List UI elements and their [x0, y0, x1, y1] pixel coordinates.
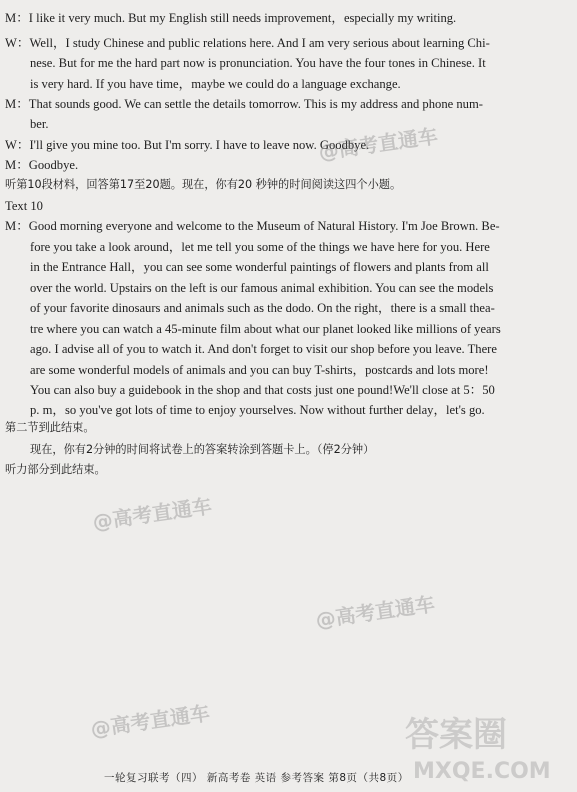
logo-url: MXQE.COM: [413, 759, 551, 784]
dialogue-line: ber.: [30, 117, 49, 131]
page-footer: 一轮复习联考（四） 新高考卷 英语 参考答案 第8页（共8页）: [104, 772, 409, 784]
dialogue-line: W：Well，I study Chinese and public relations here. And I am very serious about learning Chi-: [5, 36, 490, 50]
monologue-line: p. m，so you've got lots of time to enjoy yourselves. Now without further delay，let's go.: [30, 403, 485, 417]
watermark: @高考直通车: [317, 123, 440, 165]
monologue-line: over the world. Upstairs on the left is our famous animal exhibition. You can see the models: [30, 281, 494, 295]
dialogue-line: M：Goodbye.: [5, 158, 79, 172]
monologue-line: fore you take a look around，let me tell you some of the things we have here for you. Here: [30, 240, 490, 254]
dialogue-line: nese. But for me the hard part now is pronunciation. You have the four tones in Chinese. It: [30, 56, 486, 70]
monologue-line: You can also buy a guidebook in the shop and that costs just one pound!We'll close at 5：50: [30, 383, 495, 397]
watermark: @高考直通车: [314, 591, 437, 633]
instruction-line: 现在，你有2分钟的时间将试卷上的答案转涂到答题卡上。（停2分钟）: [30, 443, 375, 456]
dialogue-line: M：That sounds good. We can settle the details tomorrow. This is my address and phone num-: [5, 97, 483, 111]
section-heading: Text 10: [5, 199, 43, 213]
watermark: @高考直通车: [91, 493, 214, 535]
monologue-line: in the Entrance Hall，you can see some wonderful paintings of flowers and plants from all: [30, 260, 489, 274]
monologue-line: tre where you can watch a 45-minute film about what our planet looked like millions of years: [30, 322, 501, 336]
watermark: @高考直通车: [89, 700, 212, 742]
dialogue-line: is very hard. If you have time，maybe we could do a language exchange.: [30, 77, 401, 91]
section-end-line: 第二节到此结束。: [5, 421, 95, 434]
monologue-line: of your favorite dinosaurs and animals such as the dodo. On the right，there is a small thea-: [30, 301, 495, 315]
monologue-line: M：Good morning everyone and welcome to the Museum of Natural History. I'm Joe Brown. Be-: [5, 219, 500, 233]
logo-graphic: [405, 708, 565, 788]
instruction-line: 听第10段材料，回答第17至20题。现在，你有20 秒钟的时间阅读这四个小题。: [5, 178, 402, 191]
site-logo: [405, 708, 565, 788]
section-end-line: 听力部分到此结束。: [5, 463, 106, 476]
dialogue-line: M：I like it very much. But my English still needs improvement，especially my writing.: [5, 11, 457, 25]
monologue-line: ago. I advise all of you to watch it. And don't forget to visit our shop before you leave. There: [30, 342, 497, 356]
logo-text: 答案圈: [405, 715, 507, 755]
monologue-line: are some wonderful models of animals and you can buy T-shirts，postcards and lots more!: [30, 363, 489, 377]
dialogue-line: W：I'll give you mine too. But I'm sorry. I have to leave now. Goodbye.: [5, 138, 370, 152]
